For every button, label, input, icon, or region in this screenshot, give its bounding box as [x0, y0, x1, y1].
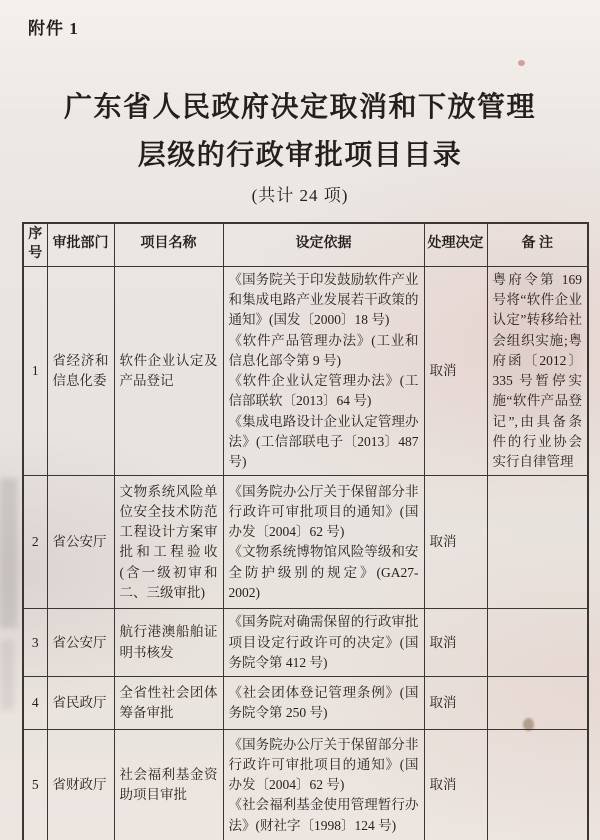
cell-remark: 粤府令第 169 号将“软件企业认定”转移给社会组织实施;粤府函〔2012〕335 号暂停实施“软件产品登记”,由具备条件的行业协会实行自律管理 — [487, 266, 588, 476]
document-title — [0, 84, 600, 180]
basis-item: 《文物系统博物馆风险等级和安全防护级别的规定》(GA27-2002) — [228, 544, 419, 600]
cell-decision: 取消 — [424, 677, 487, 730]
document-title-line2: 层级的行政审批项目目录 — [137, 140, 463, 171]
cell-decision: 取消 — [424, 730, 487, 840]
basis-item: 《国务院对确需保留的行政审批项目设定行政许可的决定》(国务院令第 412 号) — [228, 614, 419, 670]
cell-department: 省公安厅 — [47, 476, 114, 609]
cell-basis — [223, 730, 424, 840]
cell-decision: 取消 — [424, 609, 487, 677]
header-no: 序号 — [23, 223, 47, 266]
table-row — [23, 476, 588, 609]
table-row — [23, 266, 588, 476]
cell-remark — [487, 677, 588, 730]
approval-items-table — [22, 222, 589, 840]
cell-project: 社会福利基金资助项目审批 — [114, 730, 223, 840]
cell-department: 省经济和信息化委 — [47, 266, 114, 476]
cell-no: 4 — [23, 677, 47, 730]
table-row — [23, 677, 588, 730]
table-row — [23, 609, 588, 677]
cell-project: 航行港澳船舶证明书核发 — [114, 609, 223, 677]
basis-item: 《集成电路设计企业认定管理办法》(工信部联电子〔2013〕487 号) — [228, 413, 419, 470]
cell-project: 全省性社会团体筹备审批 — [114, 677, 223, 730]
basis-item: 《软件产品管理办法》(工业和信息化部令第 9 号) — [228, 332, 419, 368]
cell-basis — [223, 609, 424, 677]
cell-project: 软件企业认定及产品登记 — [114, 266, 223, 476]
cell-no: 2 — [23, 476, 47, 609]
table-header-row — [23, 223, 588, 266]
basis-item: 《社会福利基金使用管理暂行办法》(财社字〔1998〕124 号) — [228, 797, 419, 833]
cell-decision: 取消 — [424, 266, 487, 476]
bleed-through-smudge — [1, 640, 14, 710]
bleed-through-smudge — [0, 478, 17, 628]
cell-remark — [487, 476, 588, 609]
header-project-name: 项目名称 — [114, 223, 223, 266]
document-subtitle: (共计 24 项) — [251, 186, 349, 205]
cell-decision: 取消 — [424, 476, 487, 609]
header-basis: 设定依据 — [223, 223, 424, 266]
cell-remark — [487, 730, 588, 840]
cell-no: 3 — [23, 609, 47, 677]
cell-department: 省财政厅 — [47, 730, 114, 840]
basis-item: 《国务院办公厅关于保留部分非行政许可审批项目的通知》(国办发〔2004〕62 号) — [228, 736, 419, 793]
cell-basis — [223, 677, 424, 730]
paper-stain — [518, 60, 525, 66]
cell-basis — [223, 476, 424, 609]
cell-basis — [223, 266, 424, 476]
attachment-label: 附件 1 — [28, 19, 79, 38]
cell-no: 5 — [23, 730, 47, 840]
header-remark: 备 注 — [487, 223, 588, 266]
cell-department: 省公安厅 — [47, 609, 114, 677]
basis-item: 《国务院办公厅关于保留部分非行政许可审批项目的通知》(国办发〔2004〕62 号) — [228, 483, 419, 540]
document-title-line1: 广东省人民政府决定取消和下放管理 — [63, 92, 536, 123]
header-decision: 处理决定 — [424, 223, 487, 266]
header-department: 审批部门 — [47, 223, 114, 266]
cell-project: 文物系统风险单位安全技术防范工程设计方案审批和工程验收(含一级初审和二、三级审批) — [114, 476, 223, 609]
basis-item: 《国务院关于印发鼓励软件产业和集成电路产业发展若干政策的通知》(国发〔2000〕18 号) — [228, 271, 419, 328]
table-row — [23, 730, 588, 840]
cell-remark — [487, 609, 588, 677]
basis-item: 《社会团体登记管理条例》(国务院令第 250 号) — [228, 684, 419, 721]
basis-item: 《软件企业认定管理办法》(工信部联软〔2013〕64 号) — [228, 373, 419, 409]
cell-no: 1 — [23, 266, 47, 476]
cell-department: 省民政厅 — [47, 677, 114, 730]
